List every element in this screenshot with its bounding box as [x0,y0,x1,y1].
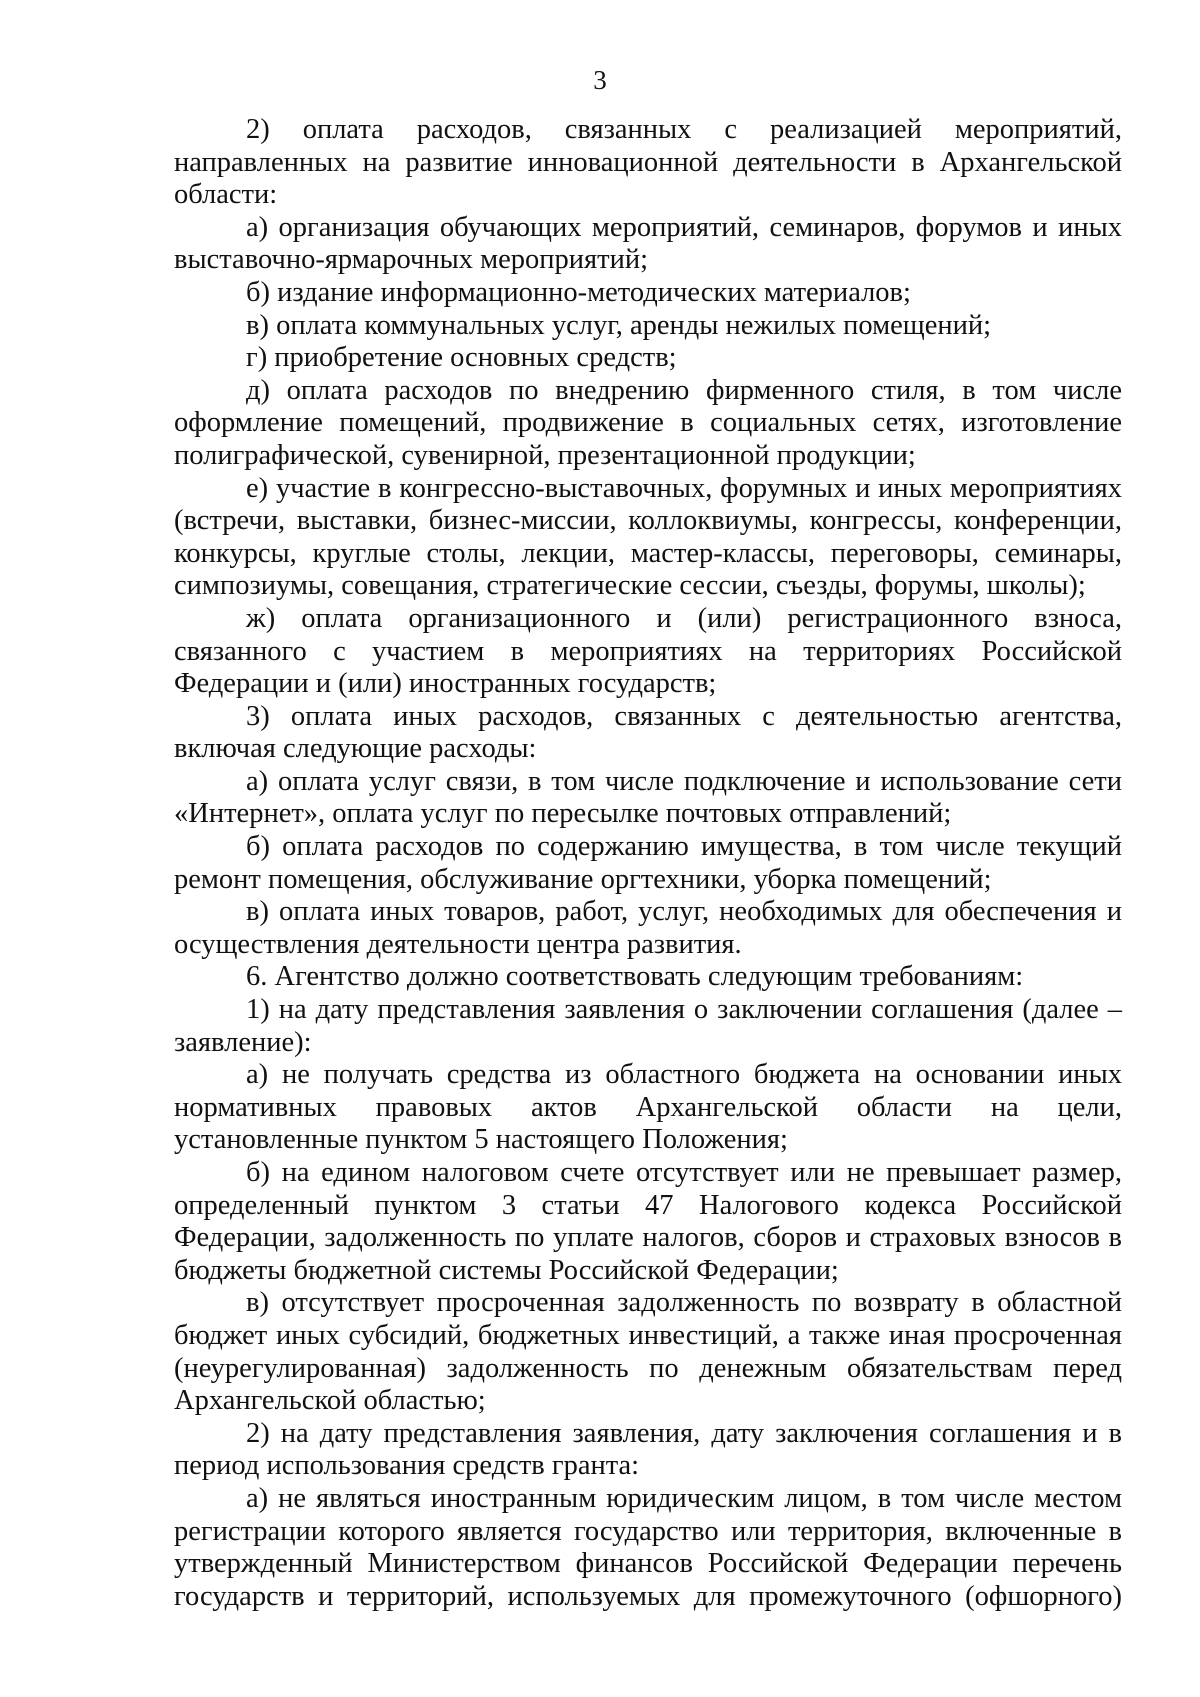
paragraph: 2) на дату представления заявления, дату заключения соглашения и в период использования средств гранта: [174,1417,1122,1482]
paragraph: б) на едином налоговом счете отсутствует или не превышает размер, определенный пунктом 3 статьи 47 Налогового кодекса Российской Федерации, задолженность по уплате налогов, сборов и страховых взносов в бюджеты бюджетной системы Российской Федерации; [174,1157,1122,1286]
paragraph: в) оплата коммунальных услуг, аренды нежилых помещений; [246,309,992,341]
paragraph: г) приобретение основных средств; [246,342,677,374]
paragraph: д) оплата расходов по внедрению фирменного стиля, в том числе оформление помещений, продвижение в социальных сетях, изготовление полиграфической, сувенирной, презентационной продукции; [174,374,1122,471]
paragraph: ж) оплата организационного и (или) регистрационного взноса, связанного с участием в мероприятиях на территориях Российской Федерации и (или) иностранных государств; [174,602,1122,700]
paragraph: е) участие в конгрессно-выставочных, форумных и иных мероприятиях (встречи, выставки, бизнес-миссии, коллоквиумы, конгрессы, конференции, конкурсы, круглые столы, лекции, мастер-классы, переговоры, семинары, симпозиумы, совещания, стратегические сессии, съезды, форумы, школы); [174,472,1122,602]
paragraph: б) оплата расходов по содержанию имущества, в том числе текущий ремонт помещения, обслуживание оргтехники, уборка помещений; [174,831,1122,895]
page-number: 3 [593,65,607,95]
paragraph: 6. Агентство должно соответствовать следующим требованиям: [246,961,1024,993]
paragraph: а) не являться иностранным юридическим лицом, в том числе местом регистрации которого является государство или территория, включенные в утвержденный Министерством финансов Российской Федерации перечень государств и территорий, используемых для промежуточного (офшорного) [174,1482,1122,1612]
paragraph: в) оплата иных товаров, работ, услуг, необходимых для обеспечения и осуществления деятельности центра развития. [174,896,1122,960]
paragraph: в) отсутствует просроченная задолженность по возврату в областной бюджет иных субсидий, бюджетных инвестиций, а также иная просроченная (неурегулированная) задолженность по денежным обязательствам перед Архангельской областью; [174,1287,1122,1417]
paragraph: 1) на дату представления заявления о заключении соглашения (далее – заявление): [174,994,1122,1058]
paragraph: 2) оплата расходов, связанных с реализацией мероприятий, направленных на развитие инновационной деятельности в Архангельской области: [174,114,1122,211]
document-body [174,114,1122,1613]
paragraph: 3) оплата иных расходов, связанных с деятельностью агентства, включая следующие расходы: [174,700,1122,765]
paragraph: а) оплата услуг связи, в том числе подключение и использование сети «Интернет», оплата услуг по пересылке почтовых отправлений; [174,765,1122,830]
paragraph: а) не получать средства из областного бюджета на основании иных нормативных правовых актов Архангельской области на цели, установленные пунктом 5 настоящего Положения; [174,1059,1122,1156]
paragraph: а) организация обучающих мероприятий, семинаров, форумов и иных выставочно-ярмарочных мероприятий; [174,211,1122,276]
paragraph: б) издание информационно-методических материалов; [246,276,911,308]
